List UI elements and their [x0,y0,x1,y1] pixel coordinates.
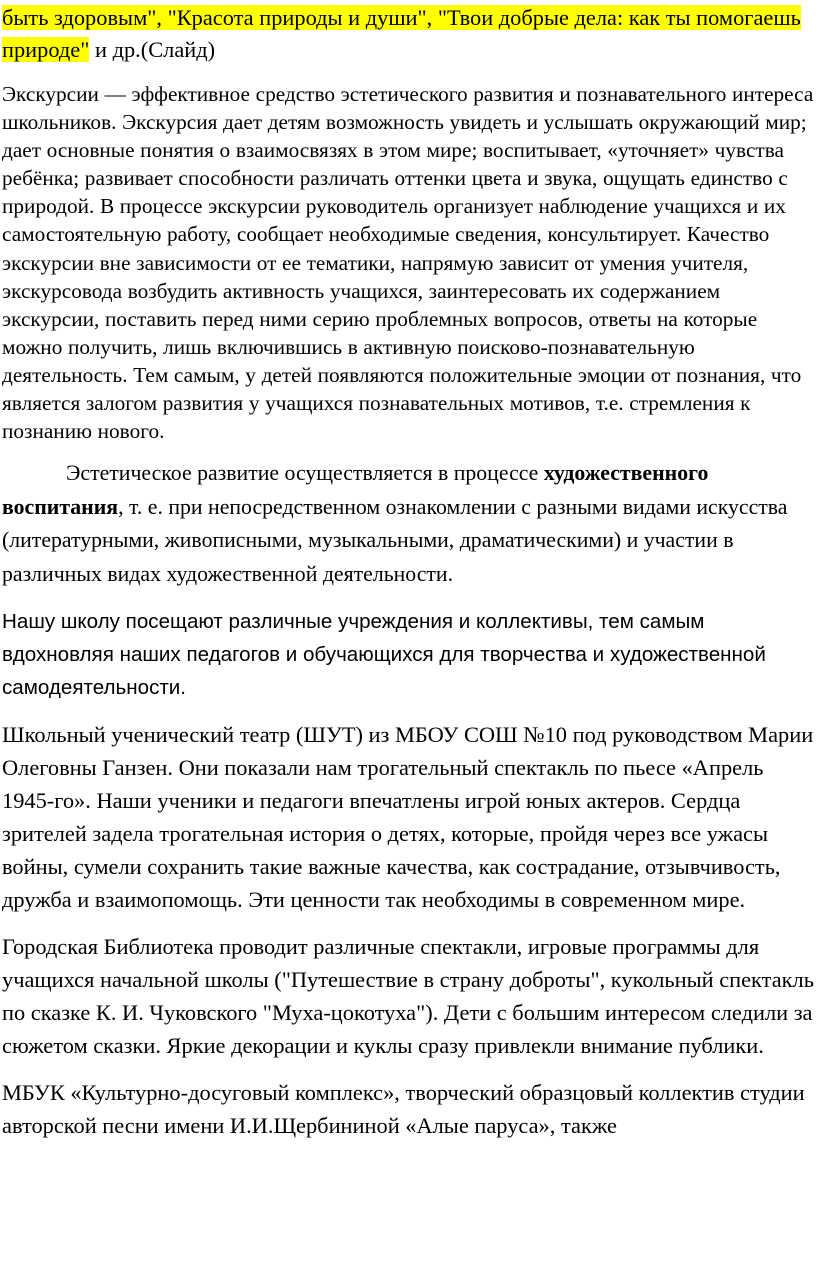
paragraph-text: и др.(Слайд) [89,37,216,62]
paragraph-excursions: Экскурсии — эффективное средство эстетического развития и познавательного интереса школьников. Экскурсия дает детям возможность увидеть и услышать окружающий мир; дает основные понятия о взаимосвязях в этом мире; воспитывает, «уточняет» чувства ребёнка; развивает способности различать оттенки цвета и звука, ощущать единство с природой. В процессе экскурсии руководитель организует наблюдение учащихся и их самостоятельную работу, сообщает необходимые сведения, консультирует. Качество экскурсии вне зависимости от ее тематики, напрямую зависит от умения учителя, экскурсовода возбудить активность учащихся, заинтересовать их содержанием экскурсии, поставить перед ними серию проблемных вопросов, ответы на которые можно получить, лишь включившись в активную поисково-познавательную деятельность. Тем самым, у детей появляются положительные эмоции от познания, что является залогом развития у учащихся познавательных мотивов, т.е. стремления к познанию нового. [2,82,814,444]
paragraph-art-education [2,457,816,591]
paragraph-school-theater: Школьный ученический театр (ШУТ) из МБОУ СОШ №10 под руководством Марии Олеговны Ганзен. Они показали нам трогательный спектакль по пьесе «Апрель 1945-го». Наши ученики и педагоги впечатлены игрой юных актеров. Сердца зрителей задела трогательная история о детях, которые, пройдя через все ужасы войны, сумели сохранить такие важные качества, как сострадание, отзывчивость, дружба и взаимопомощь. Эти ценности так необходимы в современном мире. [2,722,814,913]
paragraph-text: Эстетическое развитие осуществляется в процессе [66,461,544,486]
paragraph-city-library: Городская Библиотека проводит различные спектакли, игровые программы для учащихся начальной школы ("Путешествие в страну доброты", кукольный спектакль по сказке К. И. Чуковского "Муха-цокотуха"). Дети с большим интересом следили за сюжетом сказки. Яркие декорации и куклы сразу привлекли внимание публики. [2,934,814,1059]
paragraph-cultural-complex: МБУК «Культурно-досуговый комплекс», творческий образцовый коллектив студии авторской песни имени И.И.Щербининой «Алые паруса», также [2,1080,805,1139]
bold-term: художественного воспитания [2,461,709,519]
paragraph-slide-topics [2,0,816,66]
paragraph-text: , т. е. при непосредственном ознакомлении с разными видами искусства (литературными, живописными, музыкальными, драматическими) и участии в различных видах художественной деятельности. [2,494,788,586]
paragraph-school-visitors: Нашу школу посещают различные учреждения и коллективы, тем самым вдохновляя наших педагогов и обучающихся для творчества и художественной самодеятельности. [2,610,766,700]
highlighted-text: быть здоровым", "Красота природы и души", "Твои добрые дела: как ты помогаешь природе" [2,5,801,62]
